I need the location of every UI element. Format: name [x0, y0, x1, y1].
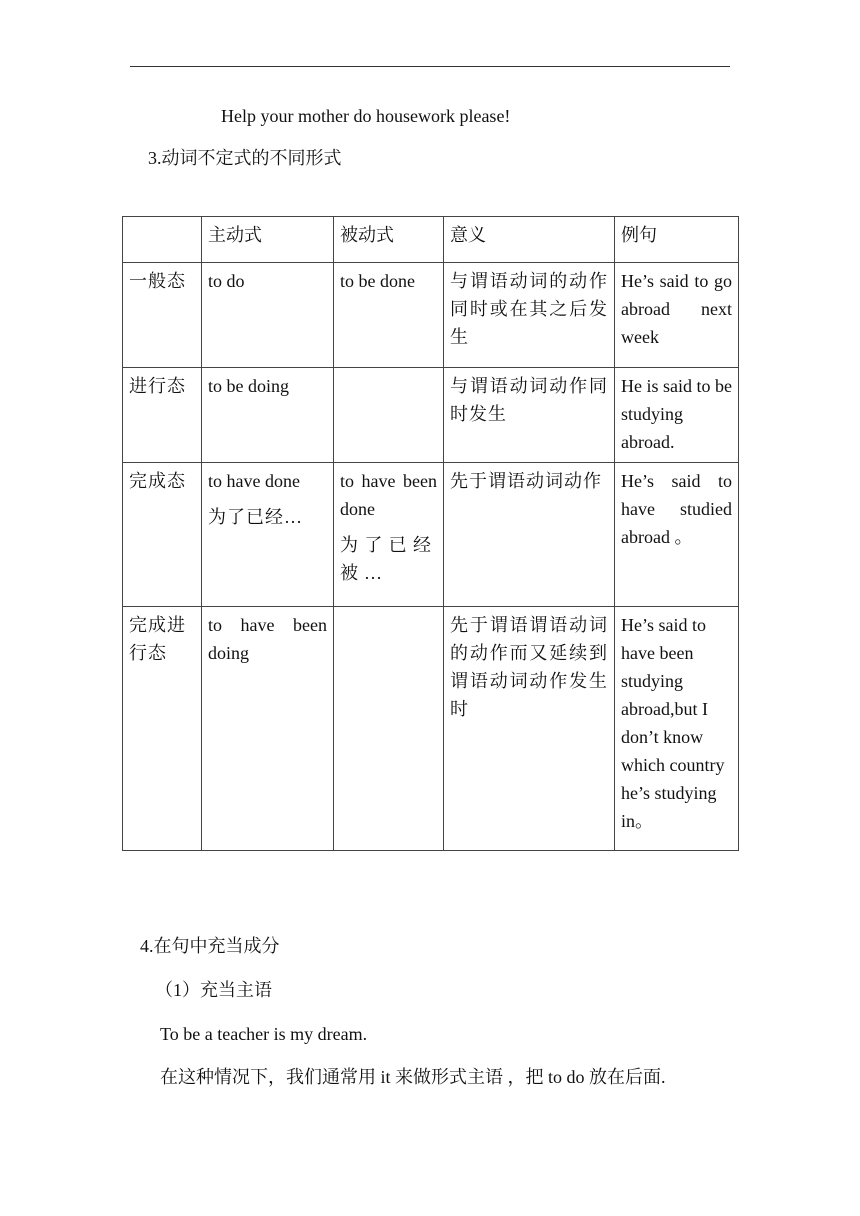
infinitive-forms-table	[122, 216, 739, 851]
meaning-cell: 与谓语动词动作同时发生	[444, 368, 615, 463]
tense-cell: 一般态	[123, 263, 202, 368]
intro-sentence: Help your mother do housework please!	[221, 106, 511, 126]
sub1-heading: （1）充当主语	[155, 980, 272, 1000]
tense-cell: 完成态	[123, 463, 202, 607]
example-cell: He’s said to have been studying abroad,but I don’t know which country he’s studying in。	[615, 607, 739, 851]
active-cell: to be doing	[202, 368, 334, 463]
table-row	[123, 463, 739, 607]
example-cell: He is said to be studying abroad.	[615, 368, 739, 463]
example-cell: He’s said to have studied abroad 。	[615, 463, 739, 607]
passive-cell	[334, 368, 444, 463]
explanation-text: 在这种情况下，我们通常用 it 来做形式主语 ，把 to do 放在后面.	[160, 1067, 666, 1087]
table-row	[123, 607, 739, 851]
passive-note: 为了已经被…	[340, 535, 437, 583]
meaning-cell: 先于谓语谓语动词的动作而又延续到谓语动词动作发生时	[444, 607, 615, 851]
header-cell-empty	[123, 217, 202, 263]
active-cell: to do	[202, 263, 334, 368]
active-form: to have done	[208, 471, 300, 491]
active-cell: to have been doing	[202, 607, 334, 851]
passive-cell	[334, 607, 444, 851]
header-meaning: 意义	[444, 217, 615, 263]
table-row	[123, 263, 739, 368]
active-cell	[202, 463, 334, 607]
passive-cell: to be done	[334, 263, 444, 368]
example-cell: He’s said to go abroad next week	[615, 263, 739, 368]
section3-heading: 3.动词不定式的不同形式	[148, 148, 342, 168]
passive-cell	[334, 463, 444, 607]
passive-form: to have been done	[340, 471, 437, 519]
table-row	[123, 368, 739, 463]
active-note: 为了已经…	[208, 507, 303, 527]
section4-heading: 4.在句中充当成分	[140, 936, 280, 956]
meaning-cell: 先于谓语动词动作	[444, 463, 615, 607]
tense-cell: 完成进行态	[123, 607, 202, 851]
header-rule	[130, 66, 730, 67]
example-sentence: To be a teacher is my dream.	[160, 1024, 368, 1044]
header-active: 主动式	[202, 217, 334, 263]
tense-cell: 进行态	[123, 368, 202, 463]
header-passive: 被动式	[334, 217, 444, 263]
table-header-row	[123, 217, 739, 263]
header-example: 例句	[615, 217, 739, 263]
meaning-cell: 与谓语动词的动作同时或在其之后发生	[444, 263, 615, 368]
